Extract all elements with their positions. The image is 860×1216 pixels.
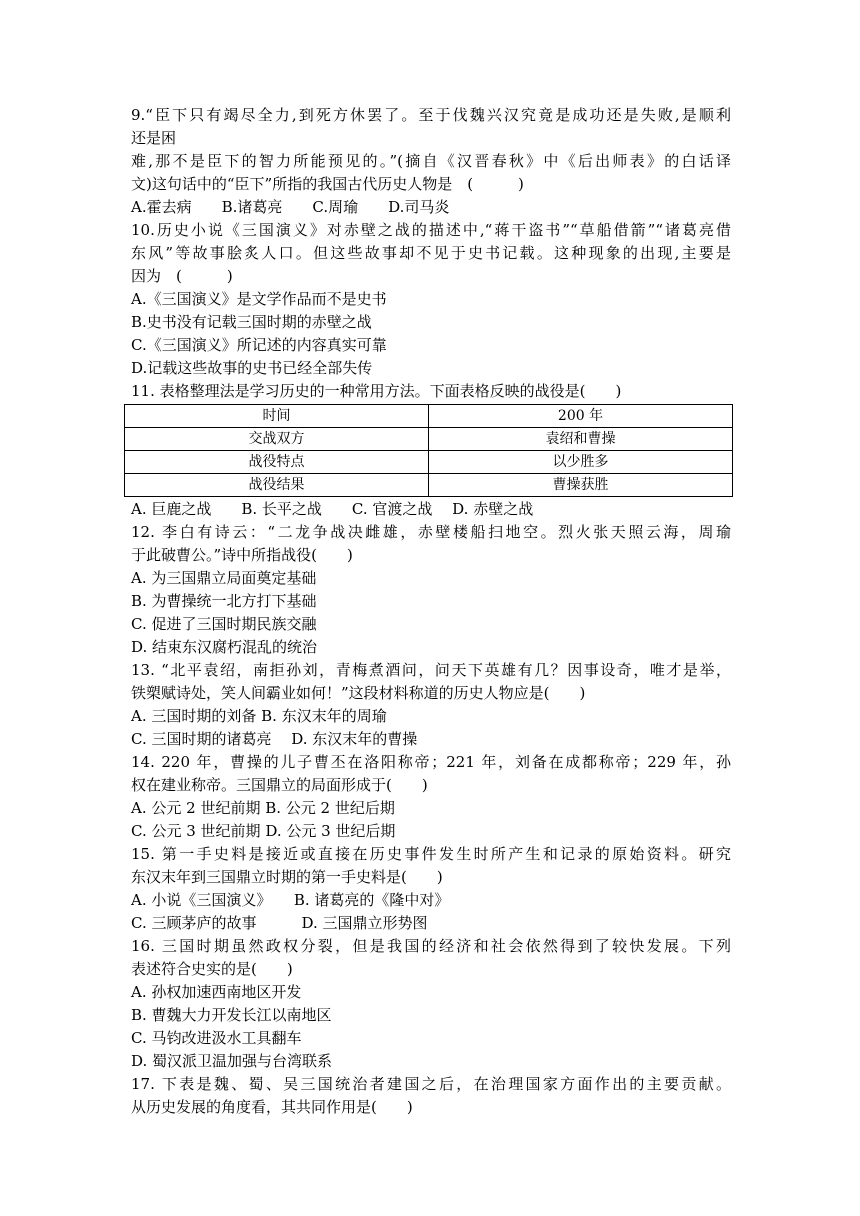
text-line: 权在建业称帝。三国鼎立的局面形成于( ): [131, 776, 428, 794]
text-line: 13. “北平袁绍，南拒孙刘，青梅煮酒问，问天下英雄有几？因事设奇，唯才是举，: [131, 661, 731, 679]
text-line: 9.“臣下只有竭尽全力,到死方休罢了。至于伐魏兴汉究竟是成功还是失败,是顺利: [131, 106, 731, 124]
text-line: C. 三顾茅庐的故事 D. 三国鼎立形势图: [131, 914, 428, 932]
text-line: 从历史发展的角度看，其共同作用是( ): [131, 1098, 413, 1116]
table-cell: 战役特点: [125, 451, 429, 474]
table-cell: 200 年: [429, 405, 733, 428]
table-cell: 交战双方: [125, 428, 429, 451]
text-line: 还是困: [131, 129, 177, 147]
text-line: D. 蜀汉派卫温加强与台湾联系: [131, 1052, 333, 1070]
text-line: 10.历史小说《三国演义》对赤壁之战的描述中,“蒋干盗书”“草船借箭”“诸葛亮借: [131, 221, 731, 239]
table-cell: 以少胜多: [429, 451, 733, 474]
text-line: 17. 下表是魏、蜀、吴三国统治者建国之后，在治理国家方面作出的主要贡献。: [131, 1075, 731, 1093]
table-row: [125, 428, 733, 451]
table-cell: 战役结果: [125, 474, 429, 497]
text-line: D.记载这些故事的史书已经全部失传: [131, 359, 373, 377]
text-line: B.史书没有记载三国时期的赤壁之战: [131, 313, 372, 331]
text-line: 铁槊赋诗处，笑人间霸业如何！”这段材料称道的历史人物应是( ): [131, 684, 586, 702]
text-line: 11. 表格整理法是学习历史的一种常用方法。下面表格反映的战役是( ): [131, 382, 622, 400]
text-line: 于此破曹公。”诗中所指战役( ): [131, 546, 353, 564]
text-line: 因为 ( ): [131, 267, 233, 285]
text-line: A. 三国时期的刘备 B. 东汉末年的周瑜: [131, 707, 387, 725]
text-line: B. 曹魏大力开发长江以南地区: [131, 1006, 332, 1024]
text-line: B. 为曹操统一北方打下基础: [131, 592, 317, 610]
text-line: A. 孙权加速西南地区开发: [131, 983, 302, 1001]
text-line: C.《三国演义》所记述的内容真实可靠: [131, 336, 387, 354]
table-cell: 袁绍和曹操: [429, 428, 733, 451]
text-line: A. 为三国鼎立局面奠定基础: [131, 569, 317, 587]
text-line: A. 公元 2 世纪前期 B. 公元 2 世纪后期: [131, 799, 395, 817]
text-line: 12. 李白有诗云：“二龙争战决雌雄，赤壁楼船扫地空。烈火张天照云海，周瑜: [131, 523, 731, 541]
text-line: C. 三国时期的诸葛亮 D. 东汉末年的曹操: [131, 730, 418, 748]
battle-info-table: [124, 404, 733, 497]
questions-11-to-17: [131, 498, 731, 1119]
text-line: A.《三国演义》是文学作品而不是史书: [131, 290, 387, 308]
table-row: [125, 474, 733, 497]
exam-page: [131, 104, 731, 1119]
text-line: C. 促进了三国时期民族交融: [131, 615, 317, 633]
text-line: 15. 第一手史料是接近或直接在历史事件发生时所产生和记录的原始资料。研究: [131, 845, 731, 863]
table-cell: 曹操获胜: [429, 474, 733, 497]
text-line: 文)这句话中的“臣下”所指的我国古代历史人物是 ( ): [131, 175, 524, 193]
table-cell: 时间: [125, 405, 429, 428]
text-line: A. 巨鹿之战 B. 长平之战 C. 官渡之战 D. 赤壁之战: [131, 500, 534, 518]
table-row: [125, 451, 733, 474]
text-line: C. 马钧改进汲水工具翻车: [131, 1029, 302, 1047]
text-line: C. 公元 3 世纪前期 D. 公元 3 世纪后期: [131, 822, 396, 840]
text-line: 14. 220 年，曹操的儿子曹丕在洛阳称帝；221 年，刘备在成都称帝；229 年，孙: [131, 753, 731, 771]
questions-9-to-11: [131, 104, 731, 403]
text-line: 东汉末年到三国鼎立时期的第一手史料是( ): [131, 868, 443, 886]
text-line: 表述符合史实的是( ): [131, 960, 293, 978]
text-line: A. 小说《三国演义》 B. 诸葛亮的《隆中对》: [131, 891, 450, 909]
table-row: [125, 405, 733, 428]
text-line: 16. 三国时期虽然政权分裂，但是我国的经济和社会依然得到了较快发展。下列: [131, 937, 731, 955]
text-line: A.霍去病 B.诸葛亮 C.周瑜 D.司马炎: [131, 198, 450, 216]
text-line: 难,那不是臣下的智力所能预见的。”(摘自《汉晋春秋》中《后出师表》的白话译: [131, 152, 731, 170]
text-line: 东风”等故事脍炙人口。但这些故事却不见于史书记载。这种现象的出现,主要是: [131, 244, 731, 262]
text-line: D. 结束东汉腐朽混乱的统治: [131, 638, 318, 656]
